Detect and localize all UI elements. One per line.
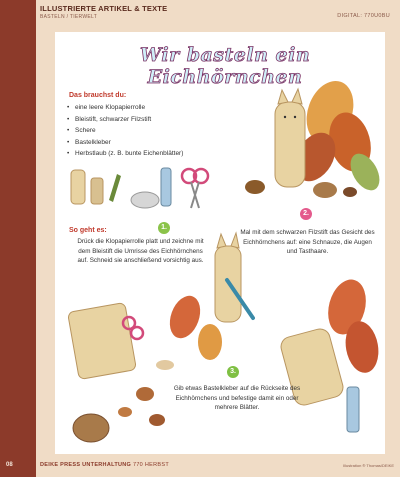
peanut (156, 360, 174, 370)
flat-roll (68, 302, 137, 379)
step3-illustration (267, 277, 382, 442)
material-item: • Herbstlaub (z. B. bunte Eichenblätter) (65, 148, 235, 160)
pencil-icon (109, 174, 121, 202)
scissors-blades (191, 182, 199, 208)
step-3-badge: 3. (227, 366, 239, 378)
glue-stick-icon (347, 387, 359, 432)
instructions-heading: So geht es: (69, 227, 107, 234)
issue-name: 770 HERBST (132, 462, 169, 468)
section-subtitle: BASTELN / TIERWELT (40, 14, 98, 20)
hazelnut (136, 387, 154, 401)
squirrel-eye (284, 116, 286, 118)
illustration-credit: Illustration ® Thomas/DEIKE (343, 463, 394, 468)
hazelnut (118, 407, 132, 417)
walnut (245, 180, 265, 194)
step-1-text: Drück die Klopapierrolle platt und zeichne mit dem Bleistift die Umrisse des Eichhörnchens auf. Schneid sie anschließend vorsichtig aus. (77, 238, 204, 264)
material-item: • Bastelkleber (65, 137, 235, 149)
glue-stick-icon (161, 168, 171, 206)
left-spine (0, 0, 36, 477)
material-item: • eine leere Klopapierrolle (65, 102, 235, 114)
digital-code: DIGITAL: 770U0BU (337, 13, 390, 19)
footer (0, 456, 400, 477)
section-title: ILLUSTRIERTE ARTIKEL & TEXTE (40, 4, 168, 13)
step-2-text: Mal mit dem schwarzen Filzstift das Gesicht des Eichhörnchens auf: eine Schnauze, die Augen und Tasthaare. (240, 229, 375, 255)
publisher-line (40, 462, 169, 468)
scissors-icon (131, 327, 143, 339)
glue-icon (131, 192, 159, 208)
materials-list (65, 102, 235, 160)
squirrel-ear (292, 89, 302, 104)
paper-roll-icon (71, 170, 85, 204)
squirrel-ear (217, 234, 226, 248)
step-2-badge: 2. (300, 208, 312, 220)
materials-heading: Das brauchst du: (69, 92, 127, 99)
page-number: 08 (6, 462, 13, 468)
squirrel-ear (278, 90, 288, 104)
walnut (313, 182, 337, 198)
paper-roll-icon (91, 178, 103, 204)
header (36, 0, 400, 30)
paper-roll-body (275, 102, 305, 187)
hazelnut (149, 414, 165, 426)
nuts-illustration (65, 372, 175, 452)
material-item: • Schere (65, 125, 235, 137)
article-page (55, 32, 385, 454)
step-1-badge: 1. (158, 222, 170, 234)
material-item: • Bleistift, schwarzer Filzstift (65, 114, 235, 126)
squirrel-ear (231, 233, 239, 248)
step-3-text: Gib etwas Bastelkleber auf die Rückseite des Eichhörnchens und befestige damit ein oder mehrere Blätter. (173, 385, 301, 411)
squirrel-illustration (240, 72, 380, 202)
hazelnut (343, 187, 357, 197)
squirrel-eye (294, 116, 296, 118)
article-title: Wir basteln ein Eichhörnchen (139, 44, 311, 88)
walnut (73, 414, 109, 442)
step2-illustration (205, 222, 255, 332)
materials-illustration (65, 160, 215, 215)
publisher-name: DEIKE PRESS UNTERHALTUNG (40, 462, 132, 468)
